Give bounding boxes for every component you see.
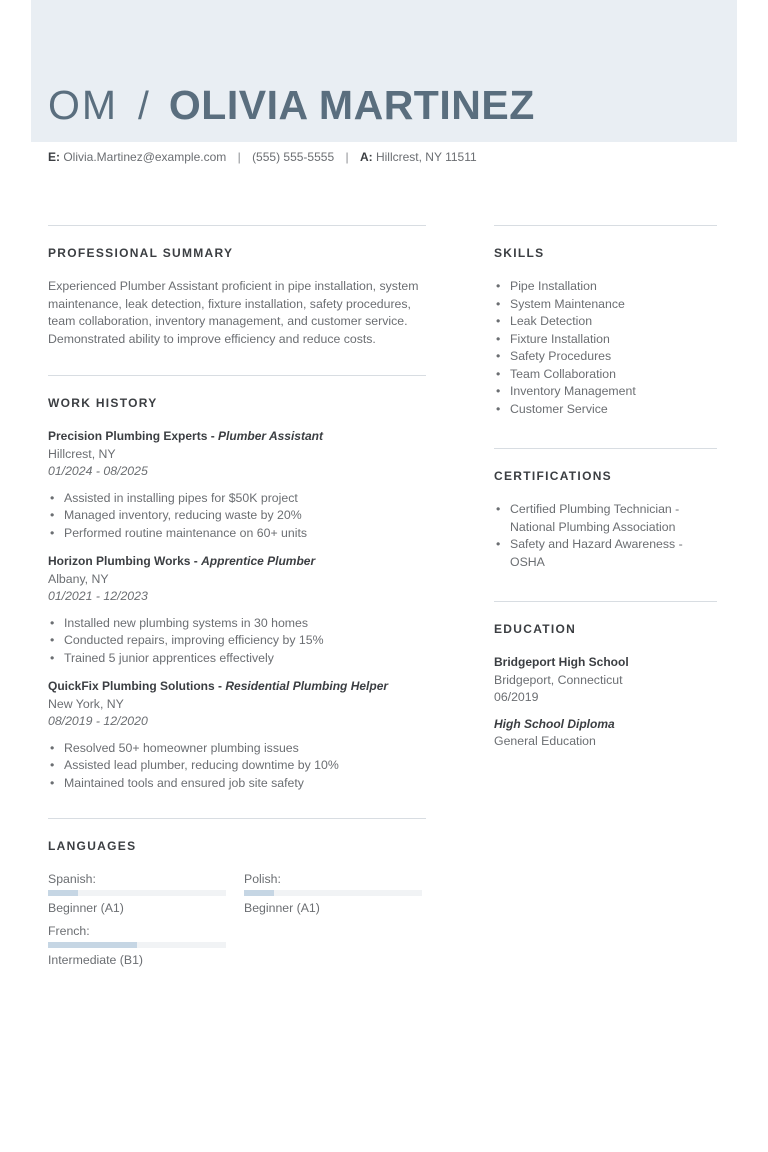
language-name: Spanish:	[48, 872, 96, 886]
education-title: EDUCATION	[494, 622, 577, 636]
language-bar-fill	[48, 942, 137, 948]
job-company: Precision Plumbing Experts	[48, 429, 208, 443]
job-role: Residential Plumbing Helper	[225, 679, 389, 693]
skill-item: • Fixture Installation	[494, 331, 717, 349]
email-value: Olivia.Martinez@example.com	[63, 150, 227, 164]
language-bar-fill	[48, 890, 78, 896]
right-column	[494, 225, 717, 751]
name-slash: /	[138, 85, 149, 128]
work-history-title: WORK HISTORY	[48, 396, 158, 410]
summary-title: PROFESSIONAL SUMMARY	[48, 246, 234, 260]
skills-list	[494, 278, 717, 418]
skill-item: • Inventory Management	[494, 383, 717, 401]
job-role: Plumber Assistant	[218, 429, 323, 443]
section-divider	[494, 225, 717, 226]
language-item	[48, 923, 226, 968]
certification-item: • Certified Plumbing Technician - National Plumbing Association	[494, 501, 717, 536]
job-dash: -	[207, 429, 219, 443]
address-value: Hillcrest, NY 11511	[375, 150, 477, 164]
section-divider	[494, 448, 717, 449]
languages-title: LANGUAGES	[48, 839, 137, 853]
job-location: Albany, NY	[48, 571, 109, 586]
contact-separator: |	[345, 150, 349, 164]
summary-text: Experienced Plumber Assistant proficient in pipe installation, system maintenance, leak detection, fixture installation, safety procedures, team collaboration, inventory management, and customer service. Demonstrated ability to improve efficiency and reduce costs.	[48, 279, 419, 346]
section-divider	[48, 375, 426, 376]
language-item	[244, 871, 422, 916]
job-bullet: • Installed new plumbing systems in 30 homes	[48, 615, 426, 633]
skill-item: • Safety Procedures	[494, 348, 717, 366]
email-label: E:	[48, 150, 60, 164]
section-divider	[48, 818, 426, 819]
education-degree: High School Diploma	[494, 716, 615, 731]
languages-grid	[48, 871, 426, 991]
job-dates: 01/2024 - 08/2025	[48, 464, 148, 478]
name-heading	[48, 82, 535, 132]
job-location: Hillcrest, NY	[48, 446, 116, 461]
job-bullet: • Trained 5 junior apprentices effectively	[48, 650, 426, 668]
certification-item: • Safety and Hazard Awareness - OSHA	[494, 536, 717, 571]
job-bullet: • Conducted repairs, improving efficiency by 15%	[48, 632, 426, 650]
language-bar	[48, 890, 226, 896]
certifications-list	[494, 501, 717, 571]
job-heading	[48, 428, 426, 446]
left-column	[48, 225, 426, 991]
skill-item: • Customer Service	[494, 401, 717, 419]
contact-separator: |	[237, 150, 241, 164]
language-name: Polish:	[244, 872, 281, 886]
job-bullets	[48, 740, 426, 793]
job-dates: 08/2019 - 12/2020	[48, 714, 148, 728]
language-bar-fill	[244, 890, 274, 896]
job-entry	[48, 678, 426, 792]
job-entry	[48, 553, 426, 667]
initials: OM	[48, 82, 119, 128]
language-bar	[244, 890, 422, 896]
contact-line	[48, 150, 477, 164]
skill-item: • Leak Detection	[494, 313, 717, 331]
address-label: A:	[359, 150, 373, 164]
language-bar	[48, 942, 226, 948]
skill-item: • System Maintenance	[494, 296, 717, 314]
job-heading	[48, 678, 426, 696]
education-date: 06/2019	[494, 690, 539, 704]
job-bullet: • Performed routine maintenance on 60+ units	[48, 525, 426, 543]
full-name: OLIVIA MARTINEZ	[168, 82, 535, 128]
job-location: New York, NY	[48, 696, 124, 711]
section-divider	[48, 225, 426, 226]
phone-value: (555) 555-5555	[252, 150, 335, 164]
education-field: General Education	[494, 734, 596, 748]
job-bullets	[48, 615, 426, 668]
job-bullet: • Managed inventory, reducing waste by 20%	[48, 507, 426, 525]
job-role: Apprentice Plumber	[201, 554, 316, 568]
job-heading	[48, 553, 426, 571]
section-divider	[494, 601, 717, 602]
job-entry	[48, 428, 426, 542]
job-dates: 01/2021 - 12/2023	[48, 589, 148, 603]
language-name: French:	[48, 924, 90, 938]
language-level: Beginner (A1)	[48, 901, 124, 915]
skill-item: • Team Collaboration	[494, 366, 717, 384]
job-company: Horizon Plumbing Works	[48, 554, 191, 568]
job-bullet: • Assisted lead plumber, reducing downtime by 10%	[48, 757, 426, 775]
language-level: Beginner (A1)	[244, 901, 320, 915]
certifications-title: CERTIFICATIONS	[494, 469, 612, 483]
skill-item: • Pipe Installation	[494, 278, 717, 296]
job-dash: -	[214, 679, 226, 693]
job-dash: -	[190, 554, 202, 568]
language-item	[48, 871, 226, 916]
skills-title: SKILLS	[494, 246, 545, 260]
job-bullet: • Maintained tools and ensured job site safety	[48, 775, 426, 793]
job-bullets	[48, 490, 426, 543]
education-location: Bridgeport, Connecticut	[494, 672, 623, 687]
job-bullet: • Assisted in installing pipes for $50K project	[48, 490, 426, 508]
job-company: QuickFix Plumbing Solutions	[48, 679, 215, 693]
education-school: Bridgeport High School	[494, 655, 629, 669]
job-bullet: • Resolved 50+ homeowner plumbing issues	[48, 740, 426, 758]
language-level: Intermediate (B1)	[48, 953, 144, 967]
